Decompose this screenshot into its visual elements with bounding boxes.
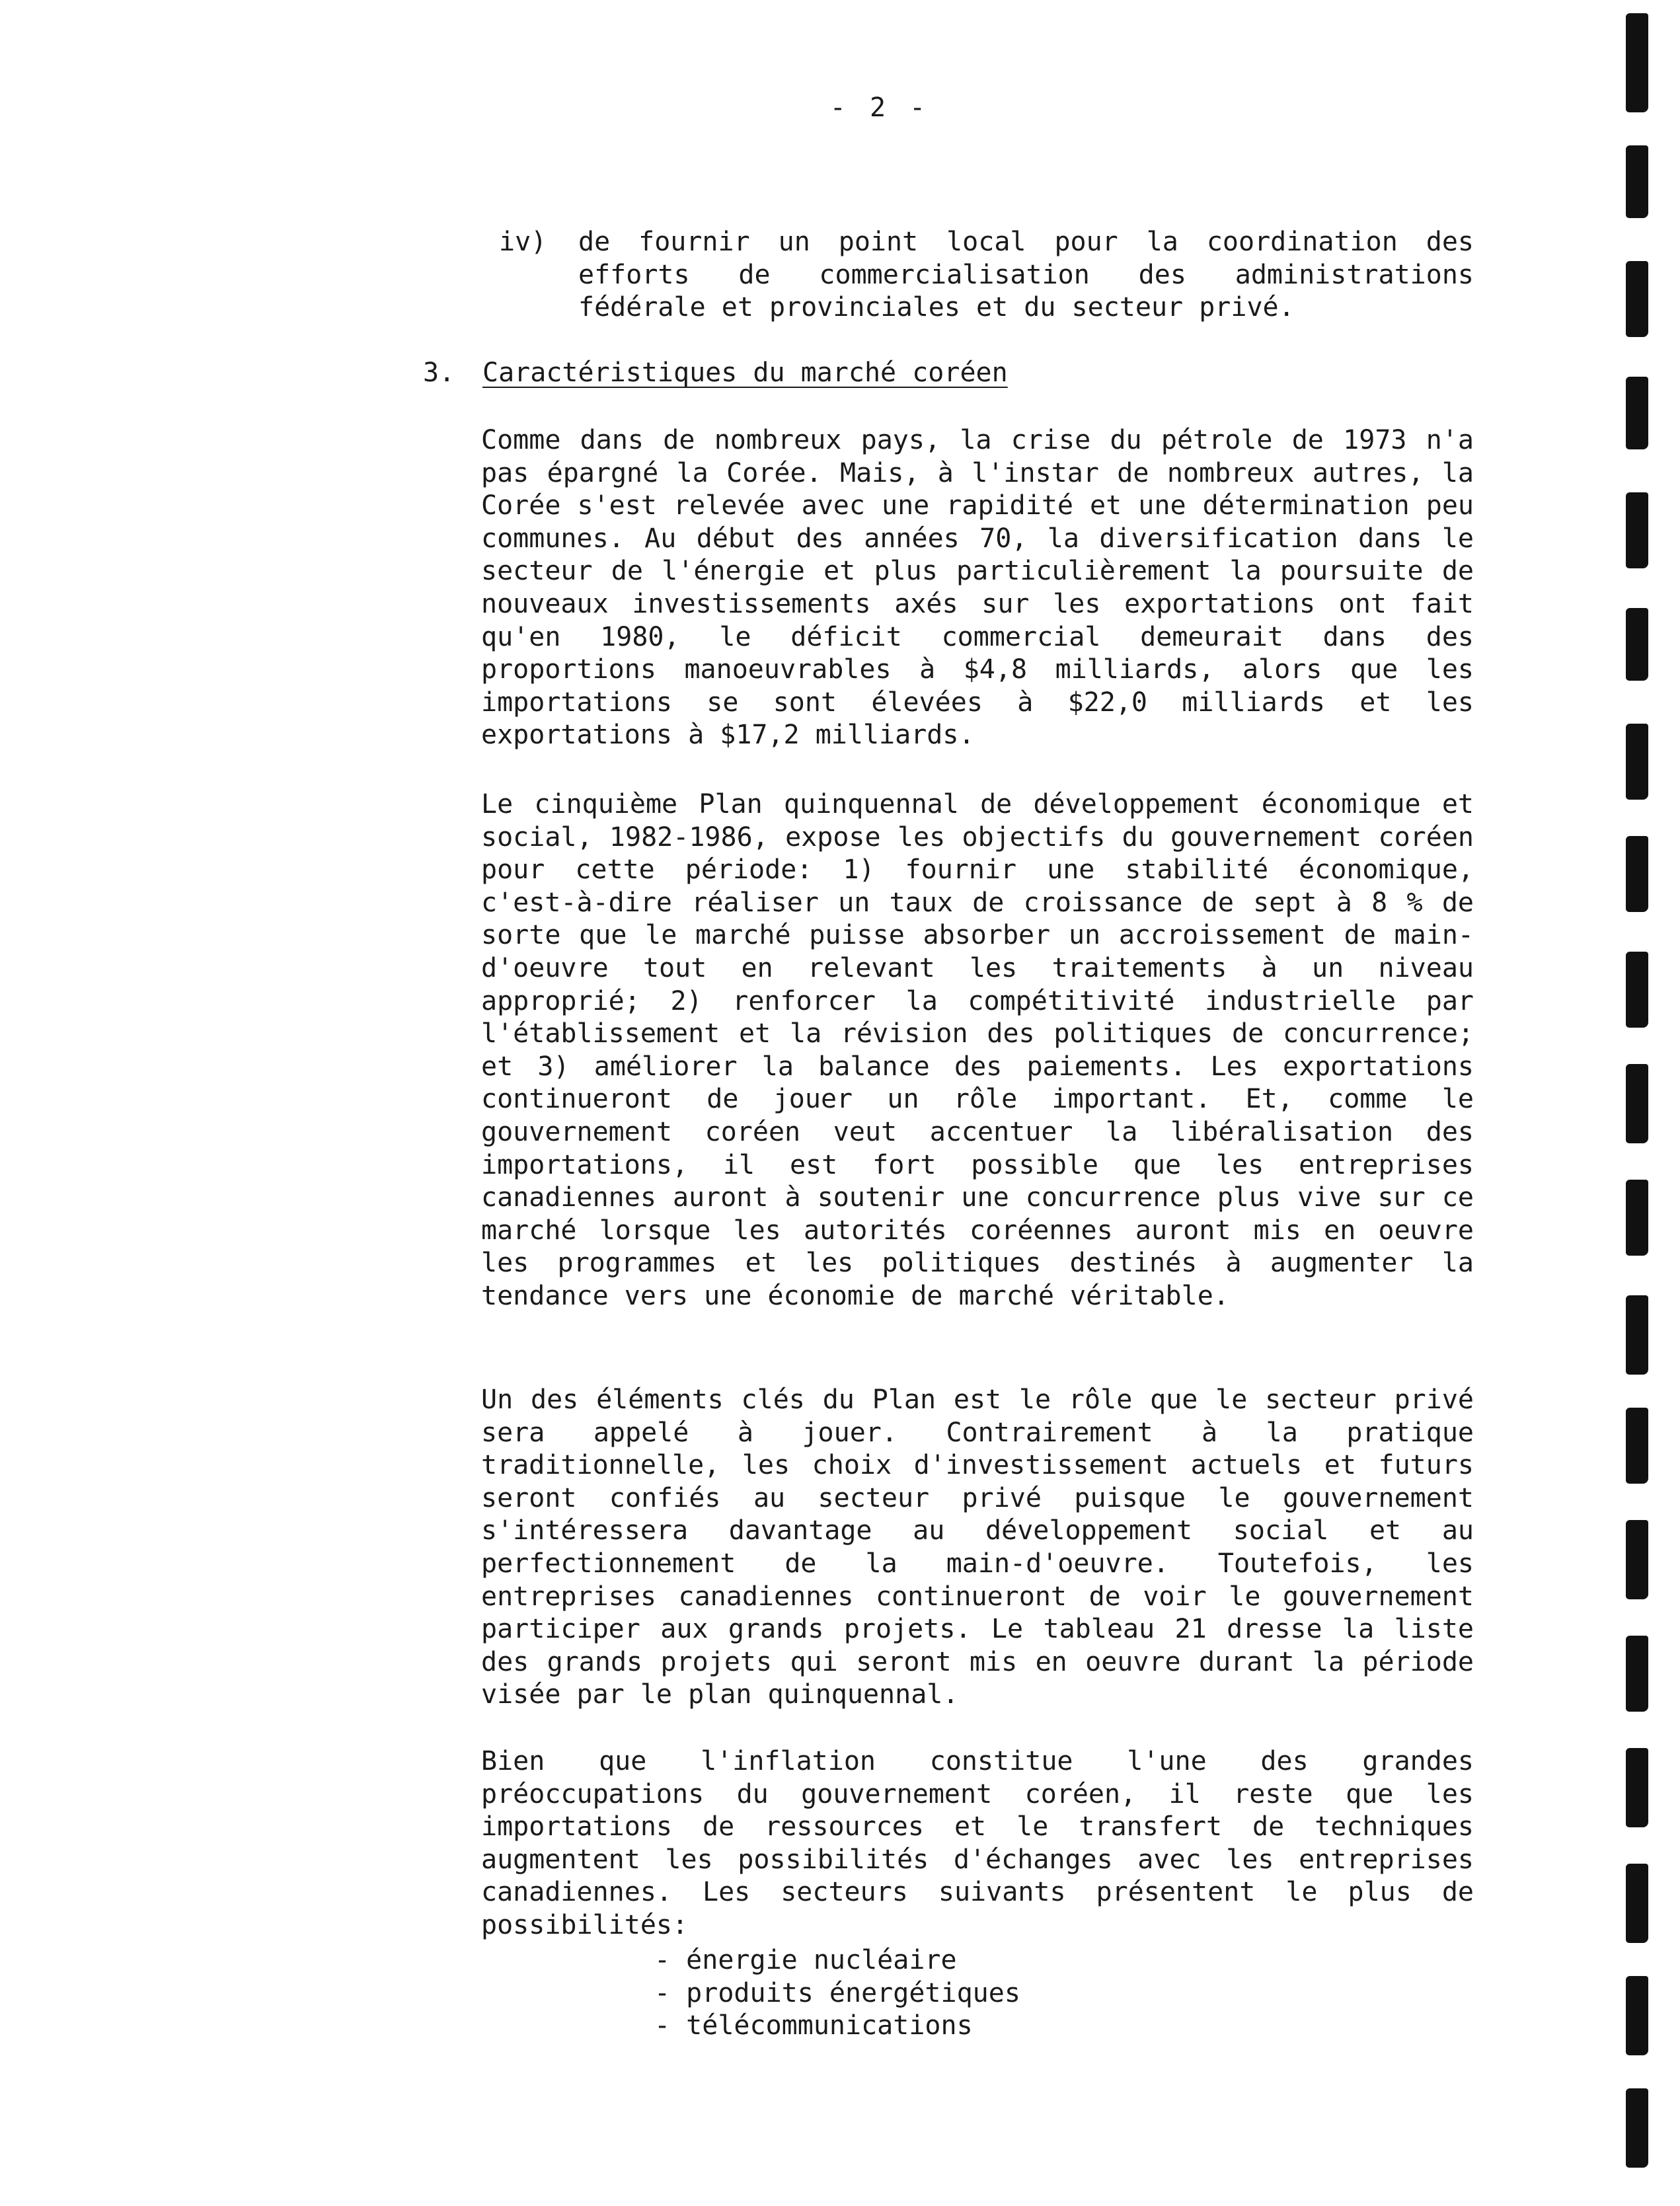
sector-list-item: - télécommunications bbox=[654, 2010, 1020, 2043]
scan-edge-mark bbox=[1626, 952, 1648, 1028]
scan-edge-mark bbox=[1626, 1180, 1648, 1256]
scan-edge-mark bbox=[1626, 1976, 1648, 2055]
scan-edge-mark bbox=[1626, 492, 1648, 568]
scan-edge-mark bbox=[1626, 377, 1648, 449]
scan-edge-mark bbox=[1626, 608, 1648, 681]
scan-edge-mark bbox=[1626, 13, 1648, 112]
scan-edge-mark bbox=[1626, 261, 1648, 337]
paragraph-4: Bien que l'inflation constitue l'une des grandes préoccupations du gouvernement coréen, il reste que les importations de ressources et le transfert de techniques augmentent les possibilités d'échanges avec les entreprises canadiennes. Les secteurs suivants présentent le plus de possibilités: bbox=[481, 1746, 1474, 1940]
scan-edge-mark bbox=[1626, 2088, 1648, 2168]
paragraph-3: Un des éléments clés du Plan est le rôle que le secteur privé sera appelé à jouer. Contrairement à la pratique traditionnelle, les choix d'investissement actuels et futurs seront confiés au secteur privé puisque le gouvernement s'intéressera davantage au développement social et au perfectionnement de la main-d'oeuvre. Toutefois, les entreprises canadiennes continueront de voir le gouvernement participer aux grands projets. Le tableau 21 dresse la liste des grands projets qui seront mis en oeuvre durant la période visée par le plan quinquennal. bbox=[481, 1385, 1474, 1710]
scan-edge-mark bbox=[1626, 836, 1648, 912]
section-title: Caractéristiques du marché coréen bbox=[482, 358, 1008, 388]
scan-edge-mark bbox=[1626, 1748, 1648, 1827]
sector-list bbox=[654, 1944, 1020, 2043]
section-number: 3. bbox=[423, 358, 455, 388]
sector-list-item: - produits énergétiques bbox=[654, 1977, 1020, 2010]
scan-edge-mark bbox=[1626, 145, 1648, 218]
page-number: - 2 - bbox=[829, 93, 930, 123]
scan-edge-mark bbox=[1626, 724, 1648, 800]
list-item-iv bbox=[499, 226, 1474, 324]
scan-edge-mark bbox=[1626, 1864, 1648, 1943]
paragraph-1: Comme dans de nombreux pays, la crise du pétrole de 1973 n'a pas épargné la Corée. Mais, à l'instar de nombreux autres, la Corée s'est relevée avec une rapidité et une détermination peu communes. Au début des années 70, la diversification dans le secteur de l'énergie et plus particulièrement la poursuite de nouveaux investissements axés sur les exportations ont fait qu'en 1980, le déficit commercial demeurait dans des proportions manoeuvrables à $4,8 milliards, alors que les importations se sont élevées à $22,0 milliards et les exportations à $17,2 milliards. bbox=[481, 425, 1474, 751]
scan-edge-mark bbox=[1626, 1636, 1648, 1712]
sector-list-item: - énergie nucléaire bbox=[654, 1944, 1020, 1977]
scan-edge-mark bbox=[1626, 1295, 1648, 1375]
scan-edge-mark bbox=[1626, 1064, 1648, 1143]
section-heading bbox=[423, 357, 1008, 390]
paragraph-2: Le cinquième Plan quinquennal de développement économique et social, 1982-1986, expose les objectifs du gouvernement coréen pour cette période: 1) fournir une stabilité économique, c'est-à-dire réaliser un taux de croissance de sept à 8 % de sorte que le marché puisse absorber un accroissement de main-d'oeuvre tout en relevant les traitements à un niveau approprié; 2) renforcer la compétitivité industrielle par l'établissement et la révision des politiques de concurrence; et 3) améliorer la balance des paiements. Les exportations continueront de jouer un rôle important. Et, comme le gouvernement coréen veut accentuer la libéralisation des importations, il est fort possible que les entreprises canadiennes auront à soutenir une concurrence plus vive sur ce marché lorsque les autorités coréennes auront mis en oeuvre les programmes et les politiques destinés à augmenter la tendance vers une économie de marché véritable. bbox=[481, 789, 1474, 1311]
list-item-marker: iv) bbox=[499, 227, 547, 257]
scan-edge-mark bbox=[1626, 1520, 1648, 1599]
scan-edge-mark bbox=[1626, 1408, 1648, 1484]
list-item-text: de fournir un point local pour la coordination des efforts de commercialisation des administrations fédérale et provinciales et du secteur privé. bbox=[578, 227, 1474, 323]
scan-edge-marks bbox=[1613, 0, 1680, 2206]
